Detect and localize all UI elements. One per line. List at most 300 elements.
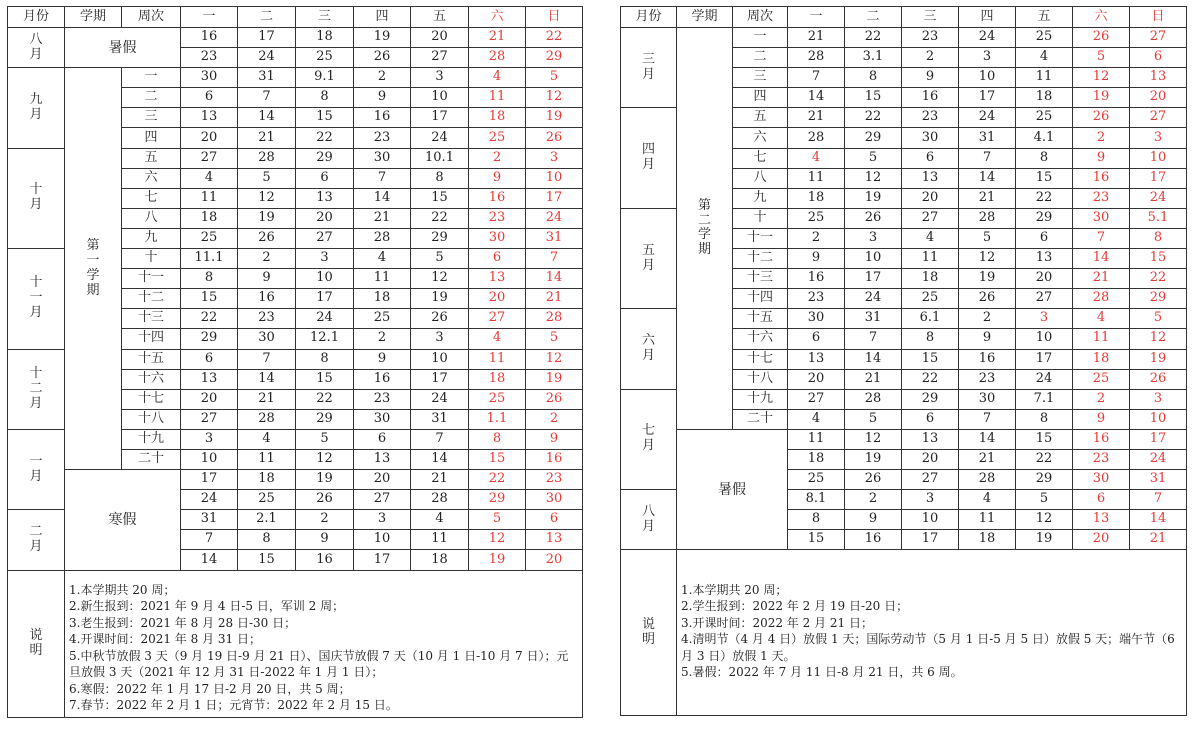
date-cell: 16	[354, 369, 411, 389]
date-cell: 13	[1016, 249, 1073, 269]
vertical-char: 月	[641, 348, 655, 363]
month-label	[621, 208, 677, 308]
date-cell: 9	[1073, 148, 1130, 168]
week-row	[8, 28, 583, 48]
date-cell: 8	[1016, 409, 1073, 429]
date-cell: 7	[845, 329, 902, 349]
date-cell: 3	[1130, 128, 1187, 148]
date-cell: 7	[1073, 228, 1130, 248]
date-cell: 5	[526, 68, 583, 88]
vertical-char: 期	[86, 282, 100, 298]
column-header: 日	[526, 7, 583, 28]
date-cell: 29	[902, 389, 959, 409]
date-cell: 20	[1130, 88, 1187, 108]
date-cell: 2	[845, 490, 902, 510]
date-cell: 20	[469, 289, 526, 309]
vertical-char: 七	[641, 423, 655, 439]
date-cell: 28	[845, 389, 902, 409]
date-cell: 1.1	[469, 409, 526, 429]
date-cell: 3	[411, 68, 469, 88]
date-cell: 15	[845, 88, 902, 108]
date-cell: 10	[845, 249, 902, 269]
date-cell: 29	[1016, 208, 1073, 228]
date-cell: 21	[469, 28, 526, 48]
date-cell: 22	[1016, 188, 1073, 208]
date-cell: 9	[902, 68, 959, 88]
date-cell: 23	[354, 128, 411, 148]
vertical-char: 月	[641, 518, 655, 534]
date-cell: 12	[1016, 510, 1073, 530]
date-cell: 7	[959, 409, 1016, 429]
date-cell: 17	[1130, 429, 1187, 449]
date-cell: 23	[788, 289, 845, 309]
date-cell: 25	[296, 48, 354, 68]
week-number-cell: 七	[122, 188, 181, 208]
week-number-cell: 十	[733, 208, 788, 228]
date-cell: 25	[1016, 108, 1073, 128]
column-header: 月份	[8, 7, 65, 28]
date-cell: 30	[788, 309, 845, 329]
week-number-cell: 三	[122, 108, 181, 128]
date-cell: 6	[181, 88, 238, 108]
date-cell: 2	[238, 249, 296, 269]
date-cell: 21	[845, 369, 902, 389]
date-cell: 11	[788, 429, 845, 449]
date-cell: 10	[354, 530, 411, 550]
vertical-char: 十	[29, 365, 43, 381]
date-cell: 4	[1073, 309, 1130, 329]
summer-break-label: 暑假	[677, 429, 788, 550]
date-cell: 14	[526, 269, 583, 289]
date-cell: 4	[469, 329, 526, 349]
date-cell: 2	[526, 409, 583, 429]
date-cell: 11	[788, 168, 845, 188]
week-number-cell: 四	[733, 88, 788, 108]
date-cell: 4.1	[1016, 128, 1073, 148]
week-number-cell: 十七	[122, 389, 181, 409]
date-cell: 12	[296, 449, 354, 469]
date-cell: 8	[902, 329, 959, 349]
month-label	[621, 28, 677, 108]
date-cell: 26	[526, 389, 583, 409]
week-number-cell: 十二	[122, 289, 181, 309]
date-cell: 10.1	[411, 148, 469, 168]
date-cell: 8	[1130, 228, 1187, 248]
week-number-cell: 十六	[733, 329, 788, 349]
vertical-char: 月	[29, 538, 43, 554]
date-cell: 26	[845, 470, 902, 490]
date-cell: 20	[526, 550, 583, 570]
date-cell: 19	[959, 269, 1016, 289]
date-cell: 15	[296, 369, 354, 389]
second-semester-calendar	[620, 6, 1187, 716]
date-cell: 7	[526, 249, 583, 269]
date-cell: 27	[469, 309, 526, 329]
date-cell: 11	[959, 510, 1016, 530]
month-label	[621, 309, 677, 389]
column-header: 四	[354, 7, 411, 28]
date-cell: 10	[1016, 329, 1073, 349]
column-header: 一	[788, 7, 845, 28]
date-cell: 10	[1130, 409, 1187, 429]
date-cell: 2	[354, 329, 411, 349]
note-line: 7.春节：2022 年 2 月 1 日；元宵节：2022 年 2 月 15 日。	[69, 698, 398, 713]
date-cell: 24	[959, 108, 1016, 128]
date-cell: 5	[845, 409, 902, 429]
date-cell: 17	[902, 530, 959, 550]
vertical-char: 月	[641, 157, 655, 173]
date-cell: 18	[1073, 349, 1130, 369]
vertical-char: 二	[697, 212, 711, 228]
date-cell: 21	[1130, 530, 1187, 550]
date-cell: 11	[411, 530, 469, 550]
month-label	[8, 28, 65, 68]
month-label	[621, 108, 677, 208]
date-cell: 10	[411, 88, 469, 108]
date-cell: 24	[238, 48, 296, 68]
date-cell: 29	[1016, 470, 1073, 490]
date-cell: 8	[1016, 148, 1073, 168]
date-cell: 23	[959, 369, 1016, 389]
date-cell: 9	[1073, 409, 1130, 429]
week-number-cell: 一	[122, 68, 181, 88]
date-cell: 10	[411, 349, 469, 369]
date-cell: 9	[788, 249, 845, 269]
week-number-cell: 五	[733, 108, 788, 128]
date-cell: 26	[296, 490, 354, 510]
date-cell: 21	[411, 470, 469, 490]
date-cell: 27	[788, 389, 845, 409]
date-cell: 22	[296, 389, 354, 409]
date-cell: 22	[469, 470, 526, 490]
date-cell: 6	[1130, 48, 1187, 68]
date-cell: 10	[959, 68, 1016, 88]
date-cell: 9.1	[296, 68, 354, 88]
vertical-char: 说	[641, 617, 655, 632]
week-row	[8, 68, 583, 88]
date-cell: 23	[354, 389, 411, 409]
date-cell: 21	[959, 449, 1016, 469]
vertical-char: 一	[86, 252, 100, 268]
week-number-cell: 十八	[733, 369, 788, 389]
date-cell: 20	[296, 208, 354, 228]
date-cell: 11	[902, 249, 959, 269]
date-cell: 13	[902, 429, 959, 449]
date-cell: 14	[845, 349, 902, 369]
column-header: 月份	[621, 7, 677, 28]
date-cell: 22	[845, 28, 902, 48]
date-cell: 26	[354, 48, 411, 68]
date-cell: 4	[469, 68, 526, 88]
week-row	[621, 429, 1187, 449]
date-cell: 23	[238, 309, 296, 329]
date-cell: 25	[1016, 28, 1073, 48]
date-cell: 7	[411, 429, 469, 449]
month-label	[8, 349, 65, 429]
vertical-char: 月	[29, 106, 43, 122]
column-header: 学期	[65, 7, 122, 28]
date-cell: 30	[238, 329, 296, 349]
vertical-char: 明	[29, 642, 43, 658]
date-cell: 5	[1016, 490, 1073, 510]
date-cell: 29	[411, 228, 469, 248]
month-label	[8, 510, 65, 570]
notes-row	[8, 570, 583, 717]
date-cell: 6.1	[902, 309, 959, 329]
week-number-cell: 十一	[733, 228, 788, 248]
column-header: 一	[181, 7, 238, 28]
date-cell: 22	[526, 28, 583, 48]
vertical-char: 期	[697, 242, 711, 258]
month-label	[621, 389, 677, 489]
date-cell: 13	[469, 269, 526, 289]
date-cell: 5	[845, 148, 902, 168]
date-cell: 8	[788, 510, 845, 530]
date-cell: 17	[354, 550, 411, 570]
date-cell: 28	[959, 470, 1016, 490]
month-label	[8, 429, 65, 509]
date-cell: 10	[181, 449, 238, 469]
date-cell: 20	[1073, 530, 1130, 550]
date-cell: 13	[181, 369, 238, 389]
date-cell: 6	[296, 168, 354, 188]
date-cell: 17	[411, 108, 469, 128]
date-cell: 19	[1073, 88, 1130, 108]
note-line: 5.中秋节放假 3 天（9 月 19 日-9 月 21 日）、国庆节放假 7 天（10 月 1 日-10 月 7 日）；元旦放假 3 天（2021 年 12 月 31 日-2022 年 1 月 1 日）；	[69, 648, 569, 680]
vertical-char: 月	[641, 438, 655, 454]
date-cell: 4	[788, 148, 845, 168]
week-number-cell: 七	[733, 148, 788, 168]
date-cell: 20	[181, 389, 238, 409]
vertical-char: 月	[29, 197, 43, 213]
date-cell: 13	[181, 108, 238, 128]
date-cell: 20	[181, 128, 238, 148]
date-cell: 28	[469, 48, 526, 68]
date-cell: 21	[238, 389, 296, 409]
vertical-char: 四	[641, 142, 655, 158]
date-cell: 30	[181, 68, 238, 88]
vertical-char: 月	[29, 395, 43, 411]
date-cell: 25	[788, 208, 845, 228]
week-number-cell: 十五	[122, 349, 181, 369]
date-cell: 26	[845, 208, 902, 228]
date-cell: 12	[959, 249, 1016, 269]
date-cell: 31	[1130, 470, 1187, 490]
date-cell: 23	[1073, 188, 1130, 208]
date-cell: 27	[296, 228, 354, 248]
date-cell: 24	[526, 208, 583, 228]
date-cell: 3	[845, 228, 902, 248]
date-cell: 18	[238, 470, 296, 490]
date-cell: 7	[354, 168, 411, 188]
week-number-cell: 八	[122, 208, 181, 228]
date-cell: 5	[411, 249, 469, 269]
date-cell: 13	[902, 168, 959, 188]
date-cell: 28	[411, 490, 469, 510]
date-cell: 3	[902, 490, 959, 510]
date-cell: 4	[902, 228, 959, 248]
date-cell: 9	[469, 168, 526, 188]
date-cell: 24	[1130, 449, 1187, 469]
date-cell: 10	[902, 510, 959, 530]
date-cell: 29	[181, 329, 238, 349]
week-number-cell: 一	[733, 28, 788, 48]
column-header: 学期	[677, 7, 733, 28]
date-cell: 8	[181, 269, 238, 289]
week-number-cell: 十四	[122, 329, 181, 349]
date-cell: 7	[238, 88, 296, 108]
date-cell: 9	[296, 530, 354, 550]
vertical-char: 月	[29, 305, 43, 321]
date-cell: 2	[354, 68, 411, 88]
date-cell: 29	[469, 490, 526, 510]
date-cell: 16	[526, 449, 583, 469]
date-cell: 6	[1073, 490, 1130, 510]
date-cell: 21	[788, 108, 845, 128]
date-cell: 20	[902, 449, 959, 469]
date-cell: 8	[296, 88, 354, 108]
date-cell: 17	[1016, 349, 1073, 369]
date-cell: 27	[902, 208, 959, 228]
notes-title	[8, 570, 65, 717]
date-cell: 28	[238, 148, 296, 168]
date-cell: 25	[902, 289, 959, 309]
column-header: 六	[1073, 7, 1130, 28]
date-cell: 14	[959, 168, 1016, 188]
date-cell: 24	[296, 309, 354, 329]
date-cell: 13	[296, 188, 354, 208]
week-number-cell: 十三	[733, 269, 788, 289]
date-cell: 30	[1073, 470, 1130, 490]
date-cell: 22	[1130, 269, 1187, 289]
date-cell: 15	[296, 108, 354, 128]
date-cell: 11	[181, 188, 238, 208]
date-cell: 5	[526, 329, 583, 349]
date-cell: 30	[959, 389, 1016, 409]
note-line: 4.清明节（4 月 4 日）放假 1 天；国际劳动节（5 月 1 日-5 月 5 日）放假 5 天；端午节（6 月 3 日）放假 1 天。	[681, 632, 1175, 663]
date-cell: 24	[1130, 188, 1187, 208]
date-cell: 16	[845, 530, 902, 550]
note-line: 5.暑假：2022 年 7 月 11 日-8 月 21 日，共 6 周。	[681, 665, 963, 680]
date-cell: 23	[902, 108, 959, 128]
date-cell: 29	[526, 48, 583, 68]
date-cell: 21	[526, 289, 583, 309]
date-cell: 14	[959, 429, 1016, 449]
date-cell: 24	[845, 289, 902, 309]
week-row	[621, 28, 1187, 48]
date-cell: 4	[181, 168, 238, 188]
date-cell: 18	[902, 269, 959, 289]
date-cell: 16	[788, 269, 845, 289]
date-cell: 5	[238, 168, 296, 188]
date-cell: 21	[238, 128, 296, 148]
date-cell: 4	[788, 409, 845, 429]
date-cell: 20	[902, 188, 959, 208]
date-cell: 22	[845, 108, 902, 128]
date-cell: 6	[469, 249, 526, 269]
date-cell: 27	[1130, 28, 1187, 48]
semester-label	[65, 68, 122, 470]
date-cell: 27	[1130, 108, 1187, 128]
date-cell: 20	[411, 28, 469, 48]
vertical-char: 六	[641, 333, 655, 349]
date-cell: 21	[354, 208, 411, 228]
date-cell: 9	[845, 510, 902, 530]
date-cell: 30	[354, 409, 411, 429]
vertical-char: 二	[29, 380, 43, 396]
week-number-cell: 十六	[122, 369, 181, 389]
week-number-cell: 十二	[733, 249, 788, 269]
date-cell: 12	[1073, 68, 1130, 88]
week-number-cell: 六	[733, 128, 788, 148]
date-cell: 24	[1016, 369, 1073, 389]
date-cell: 13	[526, 530, 583, 550]
date-cell: 12	[238, 188, 296, 208]
date-cell: 29	[845, 128, 902, 148]
notes-content	[677, 550, 1187, 716]
date-cell: 19	[469, 550, 526, 570]
date-cell: 4	[411, 510, 469, 530]
date-cell: 14	[238, 369, 296, 389]
date-cell: 23	[469, 208, 526, 228]
vertical-char: 月	[29, 46, 43, 62]
date-cell: 11	[354, 269, 411, 289]
date-cell: 16	[296, 550, 354, 570]
date-cell: 2	[296, 510, 354, 530]
date-cell: 17	[845, 269, 902, 289]
date-cell: 7	[181, 530, 238, 550]
date-cell: 18	[959, 530, 1016, 550]
date-cell: 26	[411, 309, 469, 329]
date-cell: 8	[469, 429, 526, 449]
date-cell: 6	[902, 148, 959, 168]
date-cell: 6	[1016, 228, 1073, 248]
summer-break-label: 暑假	[65, 28, 181, 68]
date-cell: 26	[526, 128, 583, 148]
date-cell: 28	[788, 48, 845, 68]
date-cell: 20	[1016, 269, 1073, 289]
date-cell: 13	[1130, 68, 1187, 88]
date-cell: 31	[526, 228, 583, 248]
date-cell: 26	[1130, 369, 1187, 389]
column-header: 六	[469, 7, 526, 28]
date-cell: 2	[1073, 128, 1130, 148]
vertical-char: 八	[641, 503, 655, 519]
date-cell: 2.1	[238, 510, 296, 530]
date-cell: 11	[238, 449, 296, 469]
date-cell: 30	[469, 228, 526, 248]
date-cell: 14	[411, 449, 469, 469]
note-line: 2.新生报到：2021 年 9 月 4 日-5 日，军训 2 周；	[69, 599, 345, 614]
date-cell: 16	[354, 108, 411, 128]
week-number-cell: 十四	[733, 289, 788, 309]
vertical-char: 明	[641, 631, 655, 647]
date-cell: 18	[469, 108, 526, 128]
vertical-char: 八	[29, 31, 43, 47]
date-cell: 19	[1130, 349, 1187, 369]
date-cell: 12	[526, 88, 583, 108]
date-cell: 30	[526, 490, 583, 510]
vertical-char: 三	[641, 51, 655, 67]
date-cell: 25	[181, 228, 238, 248]
column-header: 二	[238, 7, 296, 28]
date-cell: 10	[296, 269, 354, 289]
date-cell: 28	[526, 309, 583, 329]
date-cell: 21	[1073, 269, 1130, 289]
week-number-cell: 三	[733, 68, 788, 88]
vertical-char: 第	[86, 237, 100, 253]
date-cell: 9	[238, 269, 296, 289]
